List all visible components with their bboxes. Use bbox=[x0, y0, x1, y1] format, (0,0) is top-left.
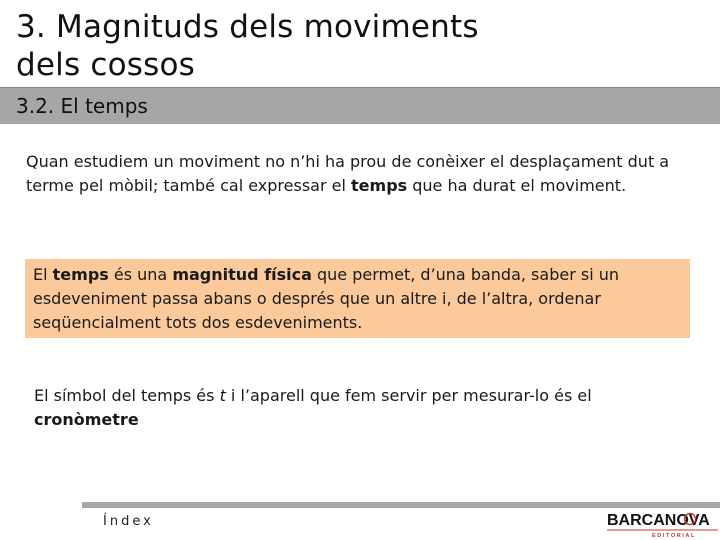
definition-pre: El bbox=[33, 265, 53, 284]
intro-text-bold: temps bbox=[351, 176, 408, 195]
intro-paragraph bbox=[26, 150, 694, 198]
section-subtitle: 3.2. El temps bbox=[16, 94, 148, 118]
symbol-bold-cronometre: cronòmetre bbox=[34, 410, 139, 429]
logo-wordmark: BARCANOVA bbox=[607, 512, 710, 529]
definition-bold-temps: temps bbox=[52, 265, 109, 284]
intro-text-post: que ha durat el moviment. bbox=[407, 176, 627, 195]
slide-title-line1: 3. Magnituds dels moviments bbox=[16, 9, 479, 45]
definition-bold-magnitud: magnitud física bbox=[172, 265, 312, 284]
symbol-italic-t: t bbox=[219, 386, 226, 405]
symbol-paragraph bbox=[34, 384, 694, 432]
symbol-text-pre: El símbol del temps és bbox=[34, 386, 220, 405]
barcanova-logo bbox=[606, 508, 720, 540]
definition-box bbox=[25, 259, 690, 338]
logo-subtext: EDITORIAL bbox=[652, 533, 696, 539]
subtitle-bar bbox=[0, 87, 720, 124]
slide-title-line2: dels cossos bbox=[16, 47, 195, 83]
symbol-text-mid: i l’aparell que fem servir per mesurar-lo és el bbox=[225, 386, 592, 405]
definition-text bbox=[33, 263, 682, 335]
index-link[interactable]: Índex bbox=[103, 514, 154, 529]
intro-text-pre: Quan estudiem un moviment no n’hi ha prou de conèixer el desplaçament dut a terme pel mòbil; també cal expressar el bbox=[26, 152, 670, 195]
definition-post: que permet, d’una banda, saber si un esdeveniment passa abans o després que un altre i, de l’altra, ordenar seqüencialment tots dos esdeveniments. bbox=[33, 265, 620, 332]
definition-mid: és una bbox=[108, 265, 173, 284]
slide-title bbox=[16, 8, 706, 84]
